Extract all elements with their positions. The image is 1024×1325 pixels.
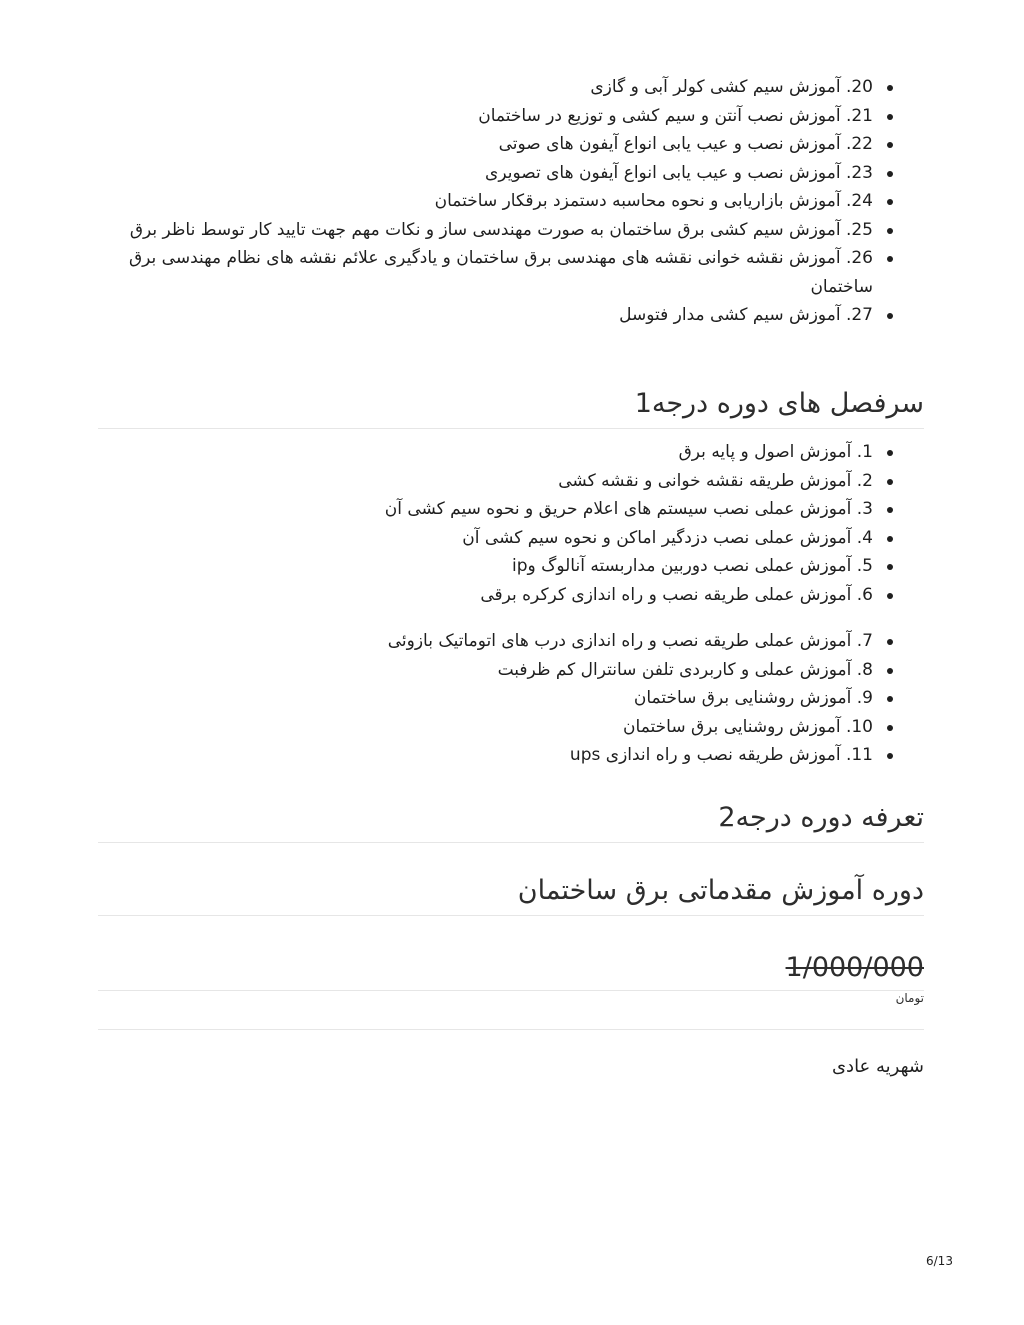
tuition-label: شهریه عادی — [831, 1056, 924, 1077]
list-item: 21. آموزش نصب آنتن و سیم کشی و توزیع در ساختمان — [98, 102, 924, 131]
list-item: 24. آموزش بازاریابی و نحوه محاسبه دستمزد برقکار ساختمان — [98, 187, 924, 216]
section1-list-a — [98, 438, 924, 609]
section1-heading: سرفصل های دوره درجه1 — [98, 386, 924, 429]
list-item: 10. آموزش روشنایی برق ساختمان — [98, 713, 924, 742]
list-item: 22. آموزش نصب و عیب یابی انواع آیفون های صوتی — [98, 130, 924, 159]
divider — [98, 1029, 924, 1030]
list-item: 6. آموزش عملی طریقه نصب و راه اندازی کرکره برقی — [98, 581, 924, 610]
course-title: دوره آموزش مقدماتی برق ساختمان — [98, 873, 924, 916]
list-item: 3. آموزش عملی نصب سیستم های اعلام حریق و نحوه سیم کشی آن — [98, 495, 924, 524]
list-item: 27. آموزش سیم کشی مدار فتوسل — [98, 301, 924, 330]
page-number: 6/13 — [926, 1254, 953, 1268]
list-item: 4. آموزش عملی نصب دزدگیر اماکن و نحوه سیم کشی آن — [98, 524, 924, 553]
price-block — [98, 950, 924, 991]
currency-label: تومان — [895, 991, 924, 1005]
section2-heading: تعرفه دوره درجه2 — [98, 800, 924, 843]
list-item: 20. آموزش سیم کشی کولر آبی و گازی — [98, 73, 924, 102]
list-item: 23. آموزش نصب و عیب یابی انواع آیفون های تصویری — [98, 159, 924, 188]
list-item: 5. آموزش عملی نصب دوربین مداربسته آنالوگ وip — [98, 552, 924, 581]
list-item: 7. آموزش عملی طریقه نصب و راه اندازی درب های اتوماتیک بازوئی — [98, 627, 924, 656]
section1-list-b — [98, 627, 924, 770]
list-item: 8. آموزش عملی و کاربردی تلفن سانترال کم ظرفبت — [98, 656, 924, 685]
list-item: 11. آموزش طریقه نصب و راه اندازی ups — [98, 741, 924, 770]
list-item: 2. آموزش طریقه نقشه خوانی و نقشه کشی — [98, 467, 924, 496]
list-item: 26. آموزش نقشه خوانی نقشه های مهندسی برق ساختمان و یادگیری علائم نقشه های نظام مهندسی برق ساختمان — [98, 244, 924, 301]
list-item: 1. آموزش اصول و پایه برق — [98, 438, 924, 467]
section1-list-b-container — [98, 627, 924, 770]
price-value: 1/000/000 — [785, 952, 924, 983]
list-item: 9. آموزش روشنایی برق ساختمان — [98, 684, 924, 713]
section1-list-a-container — [98, 438, 924, 609]
top-list-container — [98, 73, 924, 330]
top-course-list — [98, 73, 924, 330]
list-item: 25. آموزش سیم کشی برق ساختمان به صورت مهندسی ساز و نکات مهم جهت تایید کار توسط ناظر برق — [98, 216, 924, 245]
